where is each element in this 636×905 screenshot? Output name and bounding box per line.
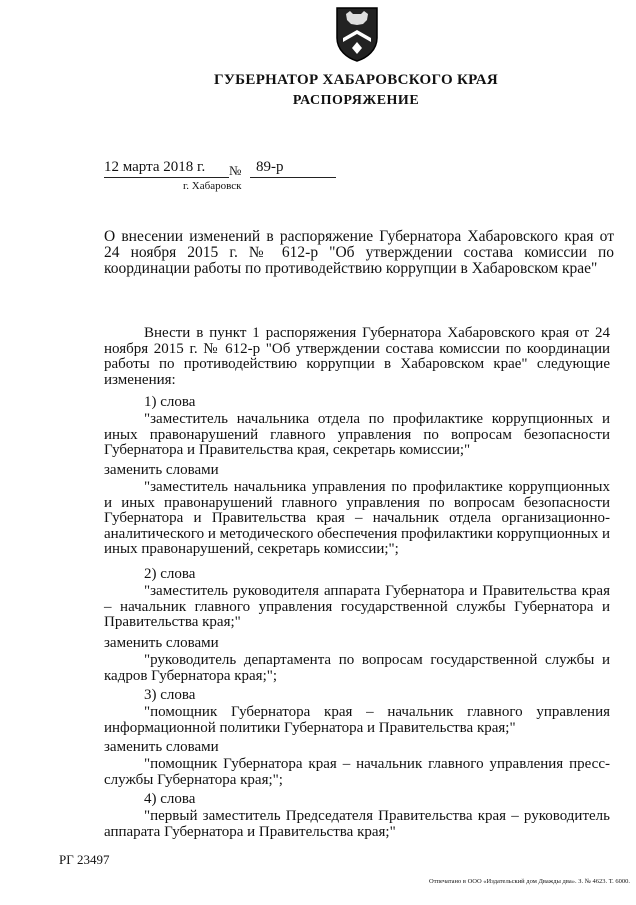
intro-paragraph: Внести в пункт 1 распоряжения Губернатора Хабаровского края от 24 ноября 2015 г. № 612-р "Об утверждении состава комиссии по координации работы по противодействию коррупции в Хабаровском крае" следующие изменения: <box>104 325 610 388</box>
item-4-label: 4) слова <box>144 791 196 807</box>
replace-phrase-1: заменить словами <box>104 462 219 478</box>
document-title: О внесении изменений в распоряжение Губернатора Хабаровского края от 24 ноября 2015 г. № 612-р "Об утверждении состава комиссии по координации работы по противодействию коррупции в Хабаровском крае" <box>104 228 614 277</box>
document-number: 89-р <box>256 159 284 175</box>
khabarovsk-coat-of-arms-emblem <box>333 4 381 62</box>
item-2-old-text: "заместитель руководителя аппарата Губернатора и Правительства края – начальник главного управления государственной службы Губернатора и Правительства края;" <box>104 583 610 630</box>
document-registration-code: РГ 23497 <box>59 852 110 867</box>
item-1-old-text: "заместитель начальника отдела по профилактике коррупционных и иных правонарушений главного управления по вопросам безопасности Губернатора и Правительства края, секретарь комиссии;" <box>104 411 610 458</box>
number-underline <box>250 177 336 178</box>
printer-imprint: Отпечатано в ООО «Издательский дом Дважды два». З. № 4623. Т. 6000. <box>429 878 630 885</box>
item-2-label: 2) слова <box>144 566 196 582</box>
document-date-field <box>104 160 229 177</box>
item-3-label: 3) слова <box>144 687 196 703</box>
document-type-heading: РАСПОРЯЖЕНИЕ <box>292 93 420 108</box>
item-1-new-text: "заместитель начальника управления по профилактике коррупционных и иных правонарушений главного управления по вопросам безопасности Губернатора и Правительства края – начальник отдела организационно-аналитического и методического обеспечения профилактики коррупционных и иных правонарушений, секретарь комиссии;"; <box>104 479 610 557</box>
replace-phrase-2: заменить словами <box>104 635 219 651</box>
item-2-new-text: "руководитель департамента по вопросам государственной службы и кадров Губернатора края;"; <box>104 652 610 684</box>
replace-phrase-3: заменить словами <box>104 739 219 755</box>
item-1-label: 1) слова <box>144 394 196 410</box>
number-sign: № <box>229 163 242 178</box>
date-underline <box>104 177 229 178</box>
item-4-old-text: "первый заместитель Председателя Правительства края – руководитель аппарата Губернатора и Правительства края;" <box>104 808 610 840</box>
item-3-new-text: "помощник Губернатора края – начальник главного управления пресс-службы Губернатора края;"; <box>104 756 610 788</box>
issuing-authority-heading: ГУБЕРНАТОР ХАБАРОВСКОГО КРАЯ <box>214 72 498 88</box>
item-3-old-text: "помощник Губернатора края – начальник главного управления информационной политики Губернатора и Правительства края;" <box>104 704 610 736</box>
city-label: г. Хабаровск <box>183 180 242 192</box>
document-date: 12 марта 2018 г. <box>104 159 206 175</box>
